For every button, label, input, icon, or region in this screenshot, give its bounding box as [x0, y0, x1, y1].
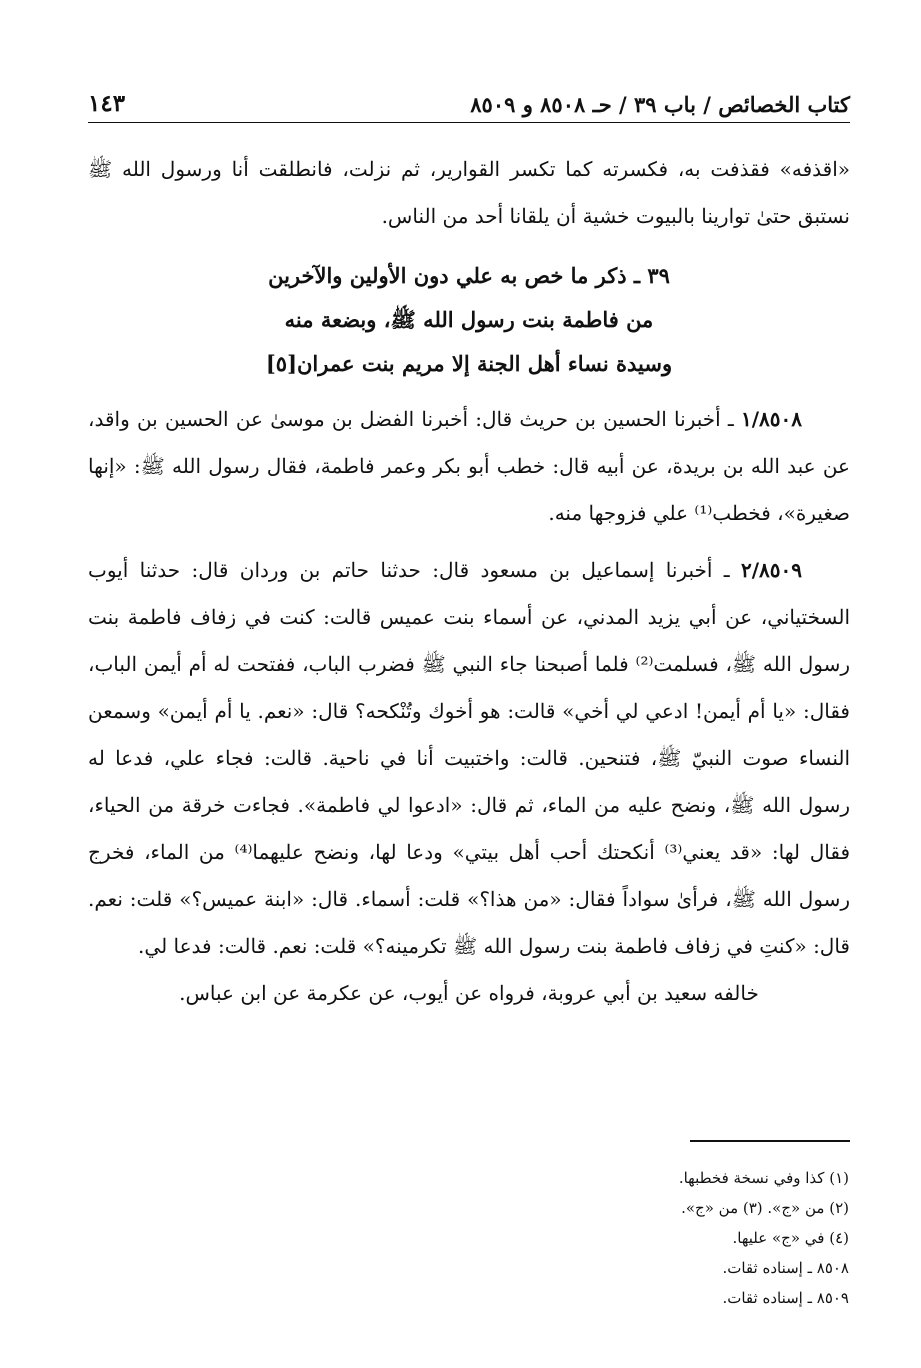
- intro-paragraph: «اقذفه» فقذفت به، فكسرته كما تكسر القوارير، ثم نزلت، فانطلقت أنا ورسول الله ﷺ نستبق حتىٰ توارينا بالبيوت خشية أن يلقانا أحد من الناس.: [88, 157, 850, 228]
- chapter-heading-line-1: ٣٩ ـ ذكر ما خص به علي دون الأولين والآخرين: [268, 263, 670, 288]
- footnote-3: (٤) في «ج» عليها.: [732, 1229, 849, 1247]
- main-text: [88, 146, 850, 1017]
- page-number: ١٤٣: [88, 90, 126, 117]
- footnote-divider: [690, 1140, 850, 1142]
- hadith-number-1: ١/٨٥٠٨: [740, 407, 802, 431]
- hadith-text-2: ـ أخبرنا إسماعيل بن مسعود قال: حدثنا حاتم بن وردان قال: حدثنا أيوب السختياني، عن أبي يزيد المدني، عن أسماء بنت عميس قالت: كنت في زفاف فاطمة بنت رسول الله ﷺ، فسلمت⁽²⁾ فلما أصبحنا جاء النبي ﷺ فضرب الباب، ففتحت له أم أيمن الباب، فقال: «يا أم أيمن! ادعي لي أخي» قالت: هو أخوك وتُنْكحه؟ قال: «نعم. يا أم أيمن» وسمعن النساء صوت النبيّ ﷺ، فتنحين. قالت: واختبيت أنا في ناحية. قالت: فجاء علي، فدعا له رسول الله ﷺ، ونضح عليه من الماء، ثم قال: «ادعوا لي فاطمة». فجاءت خرقة من الحياء، فقال لها: «قد يعني⁽³⁾ أنكحتك أحب أهل بيتي» ودعا لها، ونضح عليهما⁽⁴⁾ من الماء، فخرج رسول الله ﷺ، فرأىٰ سواداً فقال: «من هذا؟» قلت: أسماء. قال: «ابنة عميس؟» قلت: نعم. قال: «كنتِ في زفاف فاطمة بنت رسول الله ﷺ تكرمينه؟» قلت: نعم. قالت: فدعا لي.: [88, 558, 851, 958]
- hadith-text-1: ـ أخبرنا الحسين بن حريث قال: أخبرنا الفضل بن موسىٰ عن الحسين بن واقد، عن عبد الله بن بريدة، عن أبيه قال: خطب أبو بكر وعمر فاطمة، فقال رسول الله ﷺ: «إنها صغيرة»، فخطب⁽¹⁾ علي فزوجها منه.: [88, 407, 850, 525]
- hadith-paragraph-2: [88, 547, 850, 970]
- chapter-heading-line-3: وسيدة نساء أهل الجنة إلا مريم بنت عمران[٥]: [265, 351, 673, 376]
- footnote-4: ٨٥٠٨ ـ إسناده ثقات.: [722, 1259, 849, 1277]
- chapter-heading-line-2: من فاطمة بنت رسول الله ﷺ، وبضعة منه: [284, 307, 654, 332]
- header-title: كتاب الخصائص / باب ٣٩ / حـ ٨٥٠٨ و ٨٥٠٩: [470, 92, 850, 117]
- hadith-number-2: ٢/٨٥٠٩: [740, 558, 802, 582]
- closing-paragraph: خالفه سعيد بن أبي عروبة، فرواه عن أيوب، عن عكرمة عن ابن عباس.: [179, 981, 759, 1005]
- hadith-paragraph-1: [88, 396, 850, 537]
- running-header: [88, 88, 850, 123]
- footnote-5: ٨٥٠٩ ـ إسناده ثقات.: [722, 1289, 849, 1307]
- chapter-heading: [88, 254, 850, 386]
- footnotes: [249, 1163, 849, 1313]
- footnote-2: (٢) من «ج». (٣) من «ج».: [681, 1199, 849, 1217]
- footnote-1: (١) كذا وفي نسخة فخطبها.: [678, 1169, 849, 1187]
